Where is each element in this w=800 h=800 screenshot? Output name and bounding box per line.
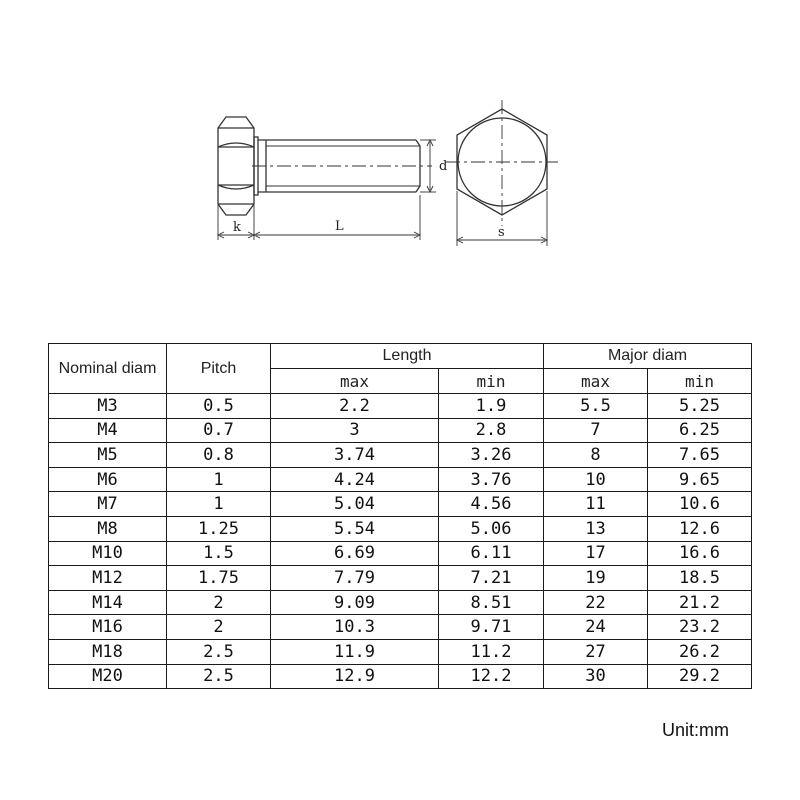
cell-major-max: 7 — [544, 418, 648, 443]
cell-pitch: 0.7 — [167, 418, 271, 443]
cell-major-min: 29.2 — [648, 664, 752, 689]
cell-length-max: 9.09 — [271, 590, 439, 615]
unit-note: Unit:mm — [662, 720, 729, 740]
cell-major-max: 11 — [544, 492, 648, 517]
cell-nominal-diam: M6 — [49, 467, 167, 492]
cell-length-min: 1.9 — [439, 394, 544, 419]
table-row — [49, 541, 752, 566]
header-major-min: min — [648, 369, 752, 394]
cell-nominal-diam: M3 — [49, 394, 167, 419]
cell-nominal-diam: M12 — [49, 566, 167, 591]
cell-major-max: 5.5 — [544, 394, 648, 419]
cell-major-max: 8 — [544, 443, 648, 468]
cell-pitch: 1.5 — [167, 541, 271, 566]
cell-length-min: 4.56 — [439, 492, 544, 517]
hex-head-top-view — [446, 100, 558, 226]
cell-nominal-diam: M18 — [49, 639, 167, 664]
table-row — [49, 492, 752, 517]
cell-length-max: 3 — [271, 418, 439, 443]
cell-major-max: 10 — [544, 467, 648, 492]
cell-major-min: 21.2 — [648, 590, 752, 615]
cell-nominal-diam: M16 — [49, 615, 167, 640]
cell-pitch: 1.75 — [167, 566, 271, 591]
cell-length-min: 2.8 — [439, 418, 544, 443]
dimension-k-l — [218, 195, 420, 240]
cell-pitch: 2.5 — [167, 639, 271, 664]
header-major-max: max — [544, 369, 648, 394]
cell-nominal-diam: M5 — [49, 443, 167, 468]
cell-major-max: 13 — [544, 516, 648, 541]
cell-length-max: 7.79 — [271, 566, 439, 591]
cell-length-max: 12.9 — [271, 664, 439, 689]
cell-length-max: 5.04 — [271, 492, 439, 517]
label-d: d — [439, 159, 448, 174]
cell-length-min: 6.11 — [439, 541, 544, 566]
cell-length-min: 12.2 — [439, 664, 544, 689]
cell-major-max: 17 — [544, 541, 648, 566]
cell-length-min: 3.76 — [439, 467, 544, 492]
cell-nominal-diam: M8 — [49, 516, 167, 541]
cell-pitch: 1 — [167, 467, 271, 492]
cell-length-max: 5.54 — [271, 516, 439, 541]
cell-length-min: 8.51 — [439, 590, 544, 615]
table-row — [49, 418, 752, 443]
header-length: Length — [271, 344, 544, 369]
cell-length-max: 3.74 — [271, 443, 439, 468]
cell-length-min: 5.06 — [439, 516, 544, 541]
cell-major-min: 7.65 — [648, 443, 752, 468]
cell-pitch: 0.8 — [167, 443, 271, 468]
header-length-min: min — [439, 369, 544, 394]
cell-major-max: 24 — [544, 615, 648, 640]
table-row — [49, 467, 752, 492]
table-row — [49, 615, 752, 640]
cell-major-min: 18.5 — [648, 566, 752, 591]
header-nominal-diam: Nominal diam — [49, 344, 167, 394]
cell-length-max: 11.9 — [271, 639, 439, 664]
table-row — [49, 590, 752, 615]
spec-table — [48, 343, 752, 689]
table-row — [49, 516, 752, 541]
cell-major-min: 16.6 — [648, 541, 752, 566]
cell-length-max: 6.69 — [271, 541, 439, 566]
cell-nominal-diam: M14 — [49, 590, 167, 615]
cell-major-min: 12.6 — [648, 516, 752, 541]
bolt-drawing — [0, 0, 800, 300]
label-L: L — [335, 219, 344, 234]
cell-major-max: 30 — [544, 664, 648, 689]
table-row — [49, 443, 752, 468]
cell-major-max: 22 — [544, 590, 648, 615]
cell-length-min: 11.2 — [439, 639, 544, 664]
cell-major-max: 19 — [544, 566, 648, 591]
cell-major-min: 6.25 — [648, 418, 752, 443]
cell-length-max: 4.24 — [271, 467, 439, 492]
cell-pitch: 2 — [167, 590, 271, 615]
cell-major-min: 9.65 — [648, 467, 752, 492]
table-row — [49, 639, 752, 664]
cell-length-min: 7.21 — [439, 566, 544, 591]
cell-major-min: 26.2 — [648, 639, 752, 664]
cell-pitch: 1.25 — [167, 516, 271, 541]
label-k: k — [233, 220, 241, 235]
cell-pitch: 0.5 — [167, 394, 271, 419]
header-length-max: max — [271, 369, 439, 394]
table-row — [49, 394, 752, 419]
cell-major-min: 5.25 — [648, 394, 752, 419]
label-s: s — [498, 225, 505, 240]
cell-major-min: 23.2 — [648, 615, 752, 640]
cell-pitch: 2 — [167, 615, 271, 640]
cell-length-max: 10.3 — [271, 615, 439, 640]
cell-length-min: 3.26 — [439, 443, 544, 468]
cell-nominal-diam: M4 — [49, 418, 167, 443]
cell-major-max: 27 — [544, 639, 648, 664]
header-pitch: Pitch — [167, 344, 271, 394]
cell-major-min: 10.6 — [648, 492, 752, 517]
cell-nominal-diam: M10 — [49, 541, 167, 566]
cell-length-max: 2.2 — [271, 394, 439, 419]
cell-nominal-diam: M7 — [49, 492, 167, 517]
header-major-diam: Major diam — [544, 344, 752, 369]
cell-nominal-diam: M20 — [49, 664, 167, 689]
cell-pitch: 2.5 — [167, 664, 271, 689]
table-row — [49, 664, 752, 689]
cell-length-min: 9.71 — [439, 615, 544, 640]
table-row — [49, 566, 752, 591]
cell-pitch: 1 — [167, 492, 271, 517]
